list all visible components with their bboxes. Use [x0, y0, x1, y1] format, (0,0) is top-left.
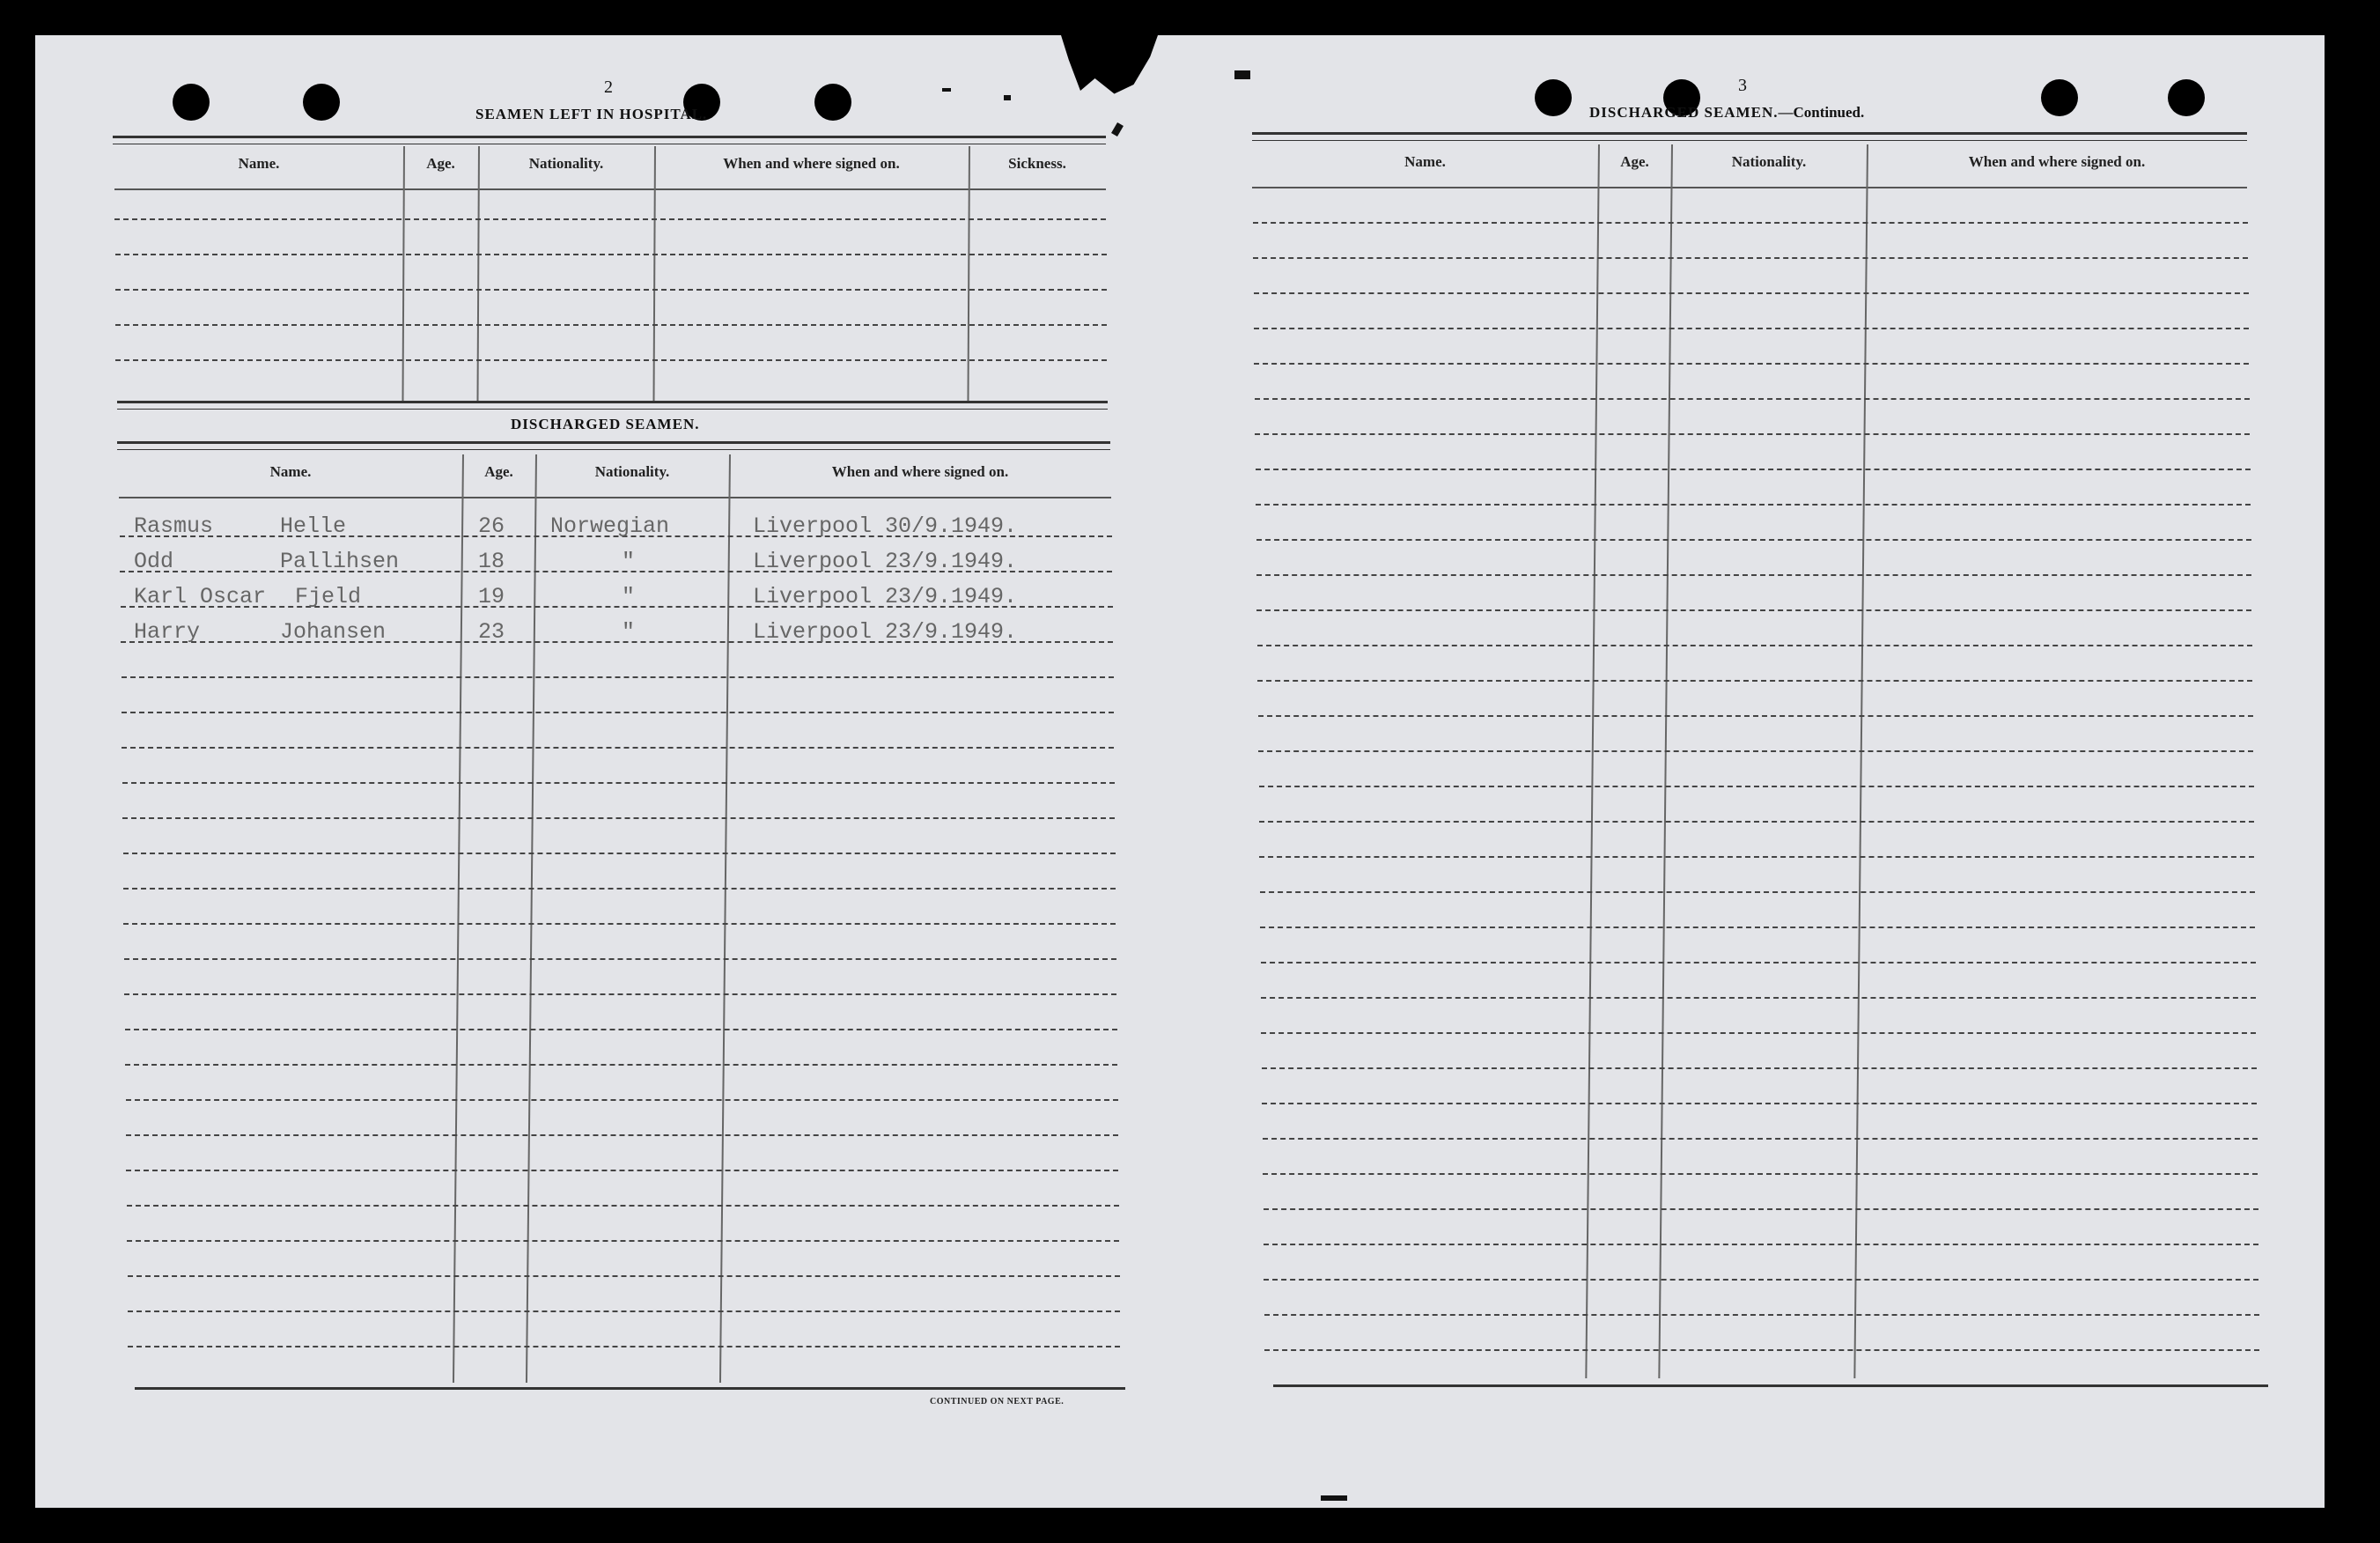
right-top-rule	[1252, 132, 2247, 141]
header-underline	[114, 188, 1106, 190]
discharged-top-rule	[117, 441, 1110, 450]
column-header: When and where signed on.	[1968, 153, 2146, 170]
document-paper	[35, 35, 2325, 1508]
ruled-row-line	[1264, 1349, 2259, 1351]
ruled-row-line	[1261, 1032, 2256, 1034]
ruled-row-line	[126, 1170, 1118, 1171]
entry-last: Pallihsen	[280, 549, 400, 574]
ruled-row-line	[1264, 1279, 2258, 1281]
right-bottom-rule	[1273, 1384, 2268, 1387]
ruled-row-line	[127, 1205, 1119, 1207]
entry-last: Fjeld	[295, 584, 362, 609]
ruled-row-line	[1256, 504, 2251, 506]
ruled-row-line	[1264, 1314, 2259, 1316]
entry-nationality: "	[622, 619, 636, 645]
ruled-row-line	[1256, 574, 2251, 576]
ruled-row-line	[1261, 962, 2256, 963]
ruled-row-line	[1256, 609, 2251, 611]
ruled-row-line	[126, 1134, 1118, 1136]
ruled-row-line	[128, 1310, 1120, 1312]
ruled-row-line	[1259, 786, 2254, 787]
column-header: Name.	[238, 155, 280, 172]
ruled-row-line	[1259, 856, 2254, 858]
entry-age: 19	[478, 584, 505, 609]
ruled-row-line	[122, 676, 1114, 678]
column-header: Age.	[1620, 153, 1649, 170]
ruled-row-line	[1254, 363, 2249, 365]
header-underline	[1252, 187, 2247, 188]
ruled-row-line	[1261, 997, 2256, 999]
column-header: Nationality.	[528, 155, 604, 172]
ruled-row-line	[1258, 715, 2253, 717]
entry-last: Helle	[280, 513, 347, 539]
entry-first: Harry	[134, 619, 201, 645]
scan-speck	[1234, 70, 1250, 79]
entry-nationality: Norwegian	[550, 513, 670, 539]
column-header: Nationality.	[594, 463, 670, 480]
ruled-row-line	[115, 289, 1107, 291]
column-header: When and where signed on.	[723, 155, 900, 172]
entry-age: 26	[478, 513, 505, 539]
ruled-row-line	[1260, 927, 2255, 928]
ruled-row-line	[114, 218, 1106, 220]
entry-nationality: "	[622, 549, 636, 574]
ruled-row-line	[1257, 645, 2252, 646]
ruled-row-line	[1260, 891, 2255, 893]
ruled-row-line	[125, 1029, 1117, 1030]
ruled-row-line	[1259, 821, 2254, 823]
scan-speck	[1004, 95, 1011, 100]
entry-age: 23	[478, 619, 505, 645]
column-header: Name.	[269, 463, 312, 480]
ruled-row-line	[123, 923, 1116, 925]
ruled-row-line	[115, 324, 1107, 326]
ruled-row-line	[1255, 433, 2250, 435]
ruled-row-line	[126, 1099, 1118, 1101]
ruled-row-line	[1255, 398, 2250, 400]
page-number-left: 2	[604, 78, 613, 97]
ruled-row-line	[1264, 1244, 2258, 1245]
entry-signed-on: Liverpool 23/9.1949.	[753, 549, 1018, 574]
ruled-row-line	[115, 359, 1107, 361]
ruled-row-line	[123, 853, 1116, 854]
scan-speck	[1321, 1495, 1347, 1501]
entry-nationality: "	[622, 584, 636, 609]
column-header: When and where signed on.	[831, 463, 1009, 480]
entry-age: 18	[478, 549, 505, 574]
ruled-row-line	[124, 993, 1116, 995]
ruled-row-line	[122, 782, 1115, 784]
ruled-row-line	[1253, 257, 2248, 259]
right-section-title: DISCHARGED SEAMEN.—Continued.	[1589, 104, 1865, 121]
continued-footer: CONTINUED ON NEXT PAGE.	[930, 1397, 1065, 1406]
punch-hole-icon	[814, 84, 851, 121]
ruled-row-line	[124, 958, 1116, 960]
header-underline	[119, 497, 1111, 498]
ruled-row-line	[1264, 1208, 2258, 1210]
entry-first: Odd	[134, 549, 174, 574]
ruled-row-line	[122, 712, 1114, 713]
hospital-top-rule	[113, 136, 1106, 144]
entry-signed-on: Liverpool 23/9.1949.	[753, 584, 1018, 609]
ruled-row-line	[1262, 1103, 2257, 1104]
ruled-row-line	[128, 1275, 1120, 1277]
hospital-section-title: SEAMEN LEFT IN HOSPITAL.	[475, 106, 708, 122]
ruled-row-line	[125, 1064, 1117, 1066]
ruled-row-line	[1263, 1138, 2258, 1140]
ruled-row-line	[115, 254, 1107, 255]
entry-first: Karl Oscar	[134, 584, 267, 609]
column-header: Name.	[1404, 153, 1446, 170]
column-header: Age.	[484, 463, 513, 480]
column-header: Sickness.	[1008, 155, 1066, 172]
ruled-row-line	[128, 1346, 1120, 1347]
punch-hole-icon	[303, 84, 340, 121]
entry-signed-on: Liverpool 30/9.1949.	[753, 513, 1018, 539]
ruled-row-line	[1253, 222, 2248, 224]
ruled-row-line	[1263, 1173, 2258, 1175]
page-number-right: 3	[1738, 76, 1747, 95]
ruled-row-line	[1254, 292, 2249, 294]
ruled-row-line	[1256, 469, 2251, 470]
punch-hole-icon	[1535, 79, 1572, 116]
punch-hole-icon	[2168, 79, 2205, 116]
discharged-section-title: DISCHARGED SEAMEN.	[511, 416, 700, 432]
discharged-bottom-rule	[135, 1387, 1125, 1390]
punch-hole-icon	[173, 84, 210, 121]
ruled-row-line	[1257, 680, 2252, 682]
ruled-row-line	[1262, 1067, 2257, 1069]
hospital-bottom-rule	[117, 401, 1108, 410]
scan-speck	[942, 88, 951, 92]
ruled-row-line	[123, 888, 1116, 890]
ruled-row-line	[122, 817, 1115, 819]
ruled-row-line	[1254, 328, 2249, 329]
entry-signed-on: Liverpool 23/9.1949.	[753, 619, 1018, 645]
column-header: Nationality.	[1731, 153, 1807, 170]
entry-first: Rasmus	[134, 513, 214, 539]
ruled-row-line	[127, 1240, 1119, 1242]
ruled-row-line	[1256, 539, 2251, 541]
punch-hole-icon	[2041, 79, 2078, 116]
entry-last: Johansen	[280, 619, 387, 645]
column-header: Age.	[426, 155, 455, 172]
ruled-row-line	[122, 747, 1114, 749]
ruled-row-line	[1258, 750, 2253, 752]
